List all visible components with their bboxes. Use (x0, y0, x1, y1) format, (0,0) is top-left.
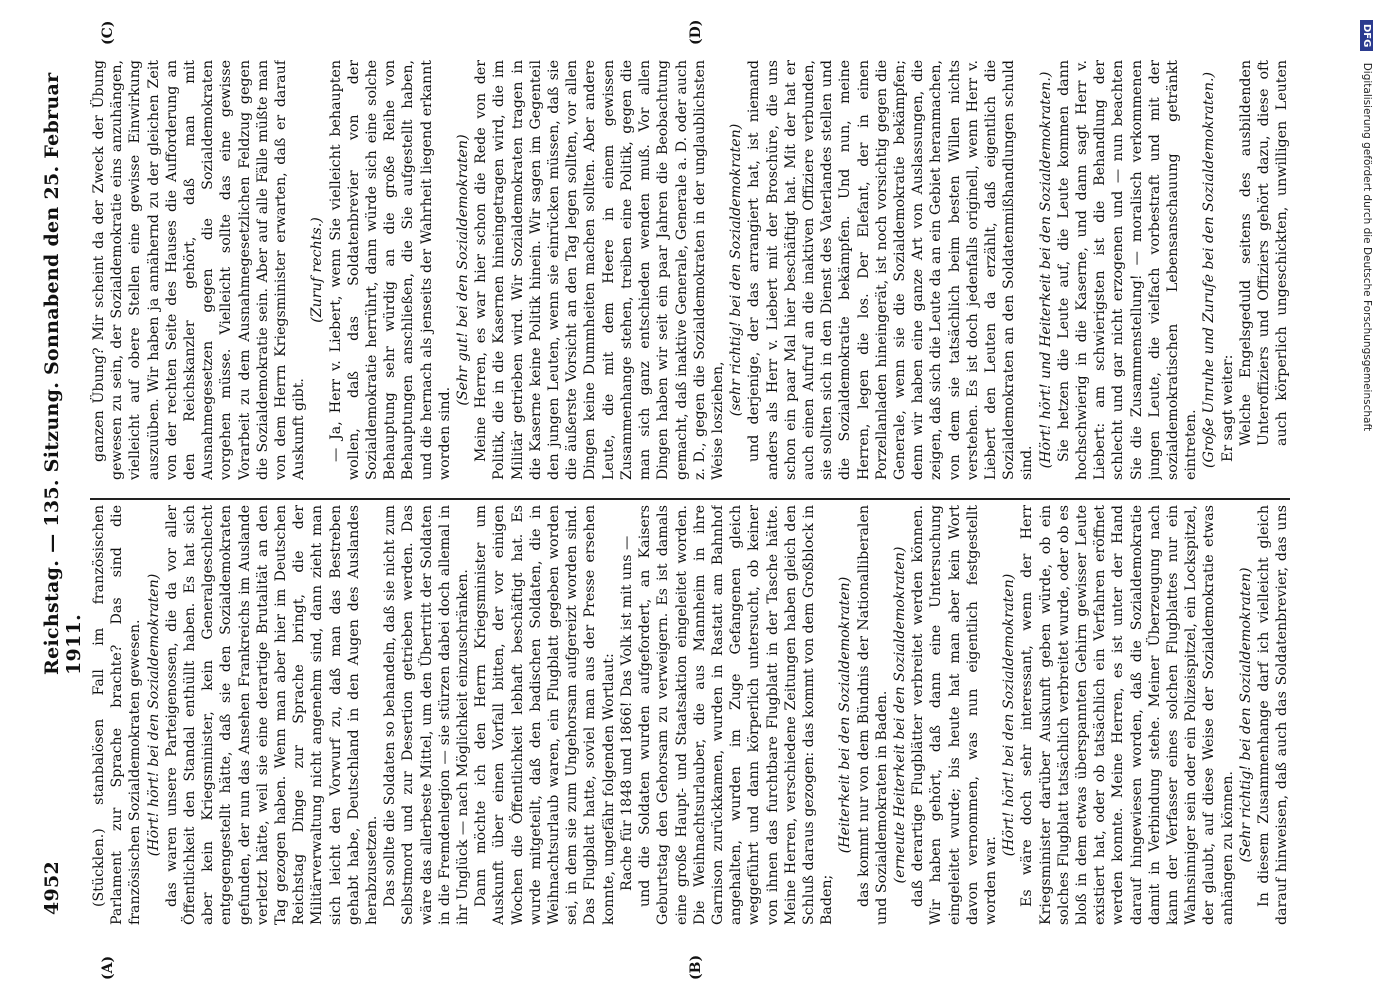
stage-direction: (Heiterkeit bei den Sozialdemokraten) (837, 576, 854, 854)
paragraph: Meine Herren, es war hier schon die Rede von der Politik, die in die Kasernen hineingetragen wird, die im Militär getrieben wird. Wir Sozialdemokraten tragen in die Kaserne keine Politik hinein. Wir sagen im Gegenteil den jungen Leuten, wenn sie einrücken müssen, daß sie die äußerste Vorsicht an den Tag legen sollten, vor allen Dingen keine Dummheiten machen sollten. Aber andere Leute, die mit dem Heere in einem gewissen Zusammenhange stehen, treiben eine Politik, gegen die man sich ganz entschieden wenden muß. Vor allen Dingen haben wir seit ein paar Jahren die Beobachtung gemacht, daß inaktive Generale, Generale a. D. oder auch z. D., gegen die Sozialdemokraten in der unglaublichsten Weise losziehen, (473, 60, 726, 480)
stage-direction: (erneute Heiterkeit bei den Sozialdemokraten) (891, 546, 908, 884)
paragraph: Das sollte die Soldaten so behandeln, daß sie nicht zum Selbstmord und zur Desertion getrieben werden. Das wäre das allerbeste Mittel, um den Übertritt der Soldaten in die Fremdenlegion — sie stürzen dabei doch allemal in ihr Unglück — nach Möglichkeit einzuschränken. (382, 505, 472, 925)
paragraph: Sie hetzen die Leute auf, die Leute kommen dann hochschwierig in die Kaserne, und dann sagt Herr v. Liebert: am schwierigsten ist die Behandlung der schlecht und gar nicht erzogenen und — nun beachten Sie die Zusammenstellung! — moralisch verkommenen jungen Leute, die vielfach vorbestraft und mit der sozialdemokratischen Lebensanschauung getränkt eintreten. (1055, 60, 1200, 480)
stage-direction: (sehr richtig! bei den Sozialdemokraten) (728, 123, 745, 417)
margin-mark-b: (B) (688, 954, 704, 980)
margin-mark-d: (D) (688, 19, 704, 45)
digitization-text: Digitalisierung gefördert durch die Deutsche Forschungsgemeinschaft (1361, 62, 1373, 432)
paragraph: das kommt nur von dem Bündnis der Nationalliberalen und Sozialdemokraten in Baden. (855, 505, 890, 925)
quotation: Rache für 1848 und 1866! Das Volk ist mit uns — (618, 535, 635, 891)
margin-mark-c: (C) (100, 20, 116, 45)
page-header (33, 55, 85, 925)
paragraph: Es wäre doch sehr interessant, wenn der Herr Kriegsminister darüber Auskunft geben würde, ob ein solches Flugblatt tatsächlich verbreitet wurde, oder ob es bloß in dem etwas überspannten Gehirn gewisser Leute existiert hat, oder ob tatsächlich ein Verfahren eröffnet werden konnte. Meine Herren, es ist unter der Hand darauf hingewiesen worden, daß die Sozialdemokratie damit in Verbindung stehe. Meiner Überzeugung nach kann der Verfasser eines solchen Flugblattes nur ein Wahnsinniger sein oder ein Polizeispitzel, ein Lockspitzel, der glaubt, auf diese Weise der Sozialdemokratie etwas anhängen zu können. (1019, 505, 1236, 925)
stage-direction: (Hört! hört! bei den Sozialdemokraten) (1001, 573, 1018, 857)
stage-direction: (Sehr richtig! bei den Sozialdemokraten) (1237, 567, 1254, 863)
session-title: Reichstag. — 135. Sitzung. Sonnabend den 25. Februar 1911. (41, 72, 85, 675)
column-divider (90, 498, 1290, 500)
stage-direction: (Zuruf rechts.) (309, 217, 326, 323)
stage-direction: (Große Unruhe und Zurufe bei den Sozialdemokraten.) (1201, 71, 1218, 469)
paragraph: — Ja, Herr v. Liebert, wenn Sie vielleicht behaupten wollen, daß das Soldatenbrevier von der Sozialdemokratie herrührt, dann würde sich eine solche Behauptung sehr würdig an die große Reihe von Behauptungen anschließen, die Sie aufgestellt haben, und die hernach als jenseits der Wahrheit liegend erkannt worden sind. (327, 60, 453, 480)
paragraph: und derjenige, der das arrangiert hat, ist niemand anders als Herr v. Liebert mit der Broschüre, die uns schon ein paar Mal hier beschäftigt hat. Mit der hat er auch einen Aufruf an die inaktiven Offiziere verbunden, sie sollten sich in den Dienst des Vaterlandes stellen und die Sozialdemokratie bekämpfen. Und nun, meine Herren, legen die los. Der Elefant, der in einen Porzellanladen hineingerät, ist noch vorsichtig gegen die Generale, wenn sie die Sozialdemokratie bekämpfen; denn wir haben eine ganze Art von Auslassungen, die zeigen, daß sich die Leute da an ein Gebiet heranmachen, von dem sie tatsächlich beim besten Willen nichts verstehen. Es ist doch jedenfalls originell, wenn Herr v. Liebert den Leuten da erzählt, daß eigentlich die Sozialdemokraten an den Soldatenmißhandlungen schuld sind. (746, 60, 1036, 480)
quotation: Welche Engelsgeduld seitens des ausbildenden Unteroffiziers und Offiziers gehört dazu, diese oft auch körperlich ungeschickten, unwilligen Leuten (1237, 60, 1290, 446)
digitization-notice (1351, 20, 1373, 600)
paragraph: In diesem Zusammenhange darf ich vielleicht gleich darauf hinweisen, daß auch das Soldatenbrevier, das uns (1256, 505, 1290, 925)
page-number: 4952 (41, 860, 63, 915)
stage-direction: (Hört! hört! und Heiterkeit bei den Sozialdemokraten.) (1037, 71, 1054, 469)
paragraph: Dann möchte ich den Herrn Kriegsminister um Auskunft über einen Vorfall bitten, der vor einigen Wochen die Öffentlichkeit lebhaft beschäftigt hat. Es wurde mitgeteilt, daß den badischen Soldaten, die in Weihnachtsurlaub waren, ein Flugblatt gegeben worden sei, in dem sie zum Ungehorsam aufgereizt worden sind. Das Flugblatt hatte, soviel man aus der Presse ersehen konnte, ungefähr folgenden Wortlaut: (473, 505, 617, 925)
paragraph: (Stücklen.) stanbalösen Fall im französischen Parlament zur Sprache brachte? Das sind die französischen Sozialdemokraten gewesen. (91, 505, 144, 925)
dfg-logo: DFG (1360, 20, 1373, 51)
paragraph: daß derartige Flugblätter verbreitet werden können. Wir haben gehört, daß dann eine Untersuchung eingeleitet wurde; bis heute hat man aber kein Wort davon vernommen, was nun eigentlich festgestellt worden war. (910, 505, 999, 925)
paragraph: das waren unsere Parteigenossen, die da vor aller Öffentlichkeit den Standal enthüllt haben. Es hat sich aber kein Kriegsminister, kein Generalgeschlecht entgegengestellt hätte, daß sie den Sozialdemokraten gefunden, der nun das Ansehen Frankreichs im Auslande verletzt hätte, weil sie eine derartige Brutalität an den Tag gezogen haben. Wenn man aber hier im Deutschen Reichstag Dinge zur Sprache bringt, die der Militärverwaltung nicht angenehm sind, dann zieht man sich leicht den Vorwurf zu, daß man das Bestreben gehabt habe, Deutschland in den Augen des Auslandes herabzusetzen. (163, 505, 381, 925)
margin-mark-a: (A) (100, 955, 116, 980)
paragraph: und die Soldaten wurden aufgefordert, an Kaisers Geburtstag den Gehorsam zu verweigern. Es ist damals eine große Haupt- und Staatsaktion eingeleitet worden. Die Weihnachtsurlauber, die aus Mannheim in ihre Garnison zurückkamen, wurden in Rastatt am Bahnhof angehalten, wurden im Zuge Gefangenen gleich weggeführt und dann körperlich untersucht, ob keiner von ihnen das furchtbare Flugblatt in der Tasche hätte. Meine Herren, verschiedene Zeitungen haben gleich den Schluß daraus gezogen: das kommt von dem Großblock in Baden; (637, 505, 836, 925)
stage-direction: (Sehr gut! bei den Sozialdemokraten) (455, 134, 472, 406)
left-column (90, 505, 1290, 925)
paragraph: Er sagt weiter: (1219, 354, 1236, 462)
stage-direction: (Hört! hört! bei den Sozialdemokraten) (145, 573, 162, 857)
paragraph: ganzen Übung? Mir scheint da der Zweck der Übung gewesen zu sein, der Sozialdemokratie eins anzuhängen, vielleicht auf obere Stellen eine gewisse Einwirkung auszuüben. Wir haben ja annähernd zu der gleichen Zeit von der rechten Seite des Hauses die Aufforderung an den Reichskanzler gehört, daß man mit Ausnahmegesetzen gegen die Sozialdemokraten vorgehen müsse. Vielleicht sollte das eine gewisse Vorarbeit zu dem Ausnahmegesetzlichen Feldzug gegen die Sozialdemokratie sein. Aber auf alle Fälle müßte man von dem Herrn Kriegsminister erwarten, daß er darauf Auskunft gibt. (91, 60, 308, 480)
right-column (90, 60, 1290, 480)
